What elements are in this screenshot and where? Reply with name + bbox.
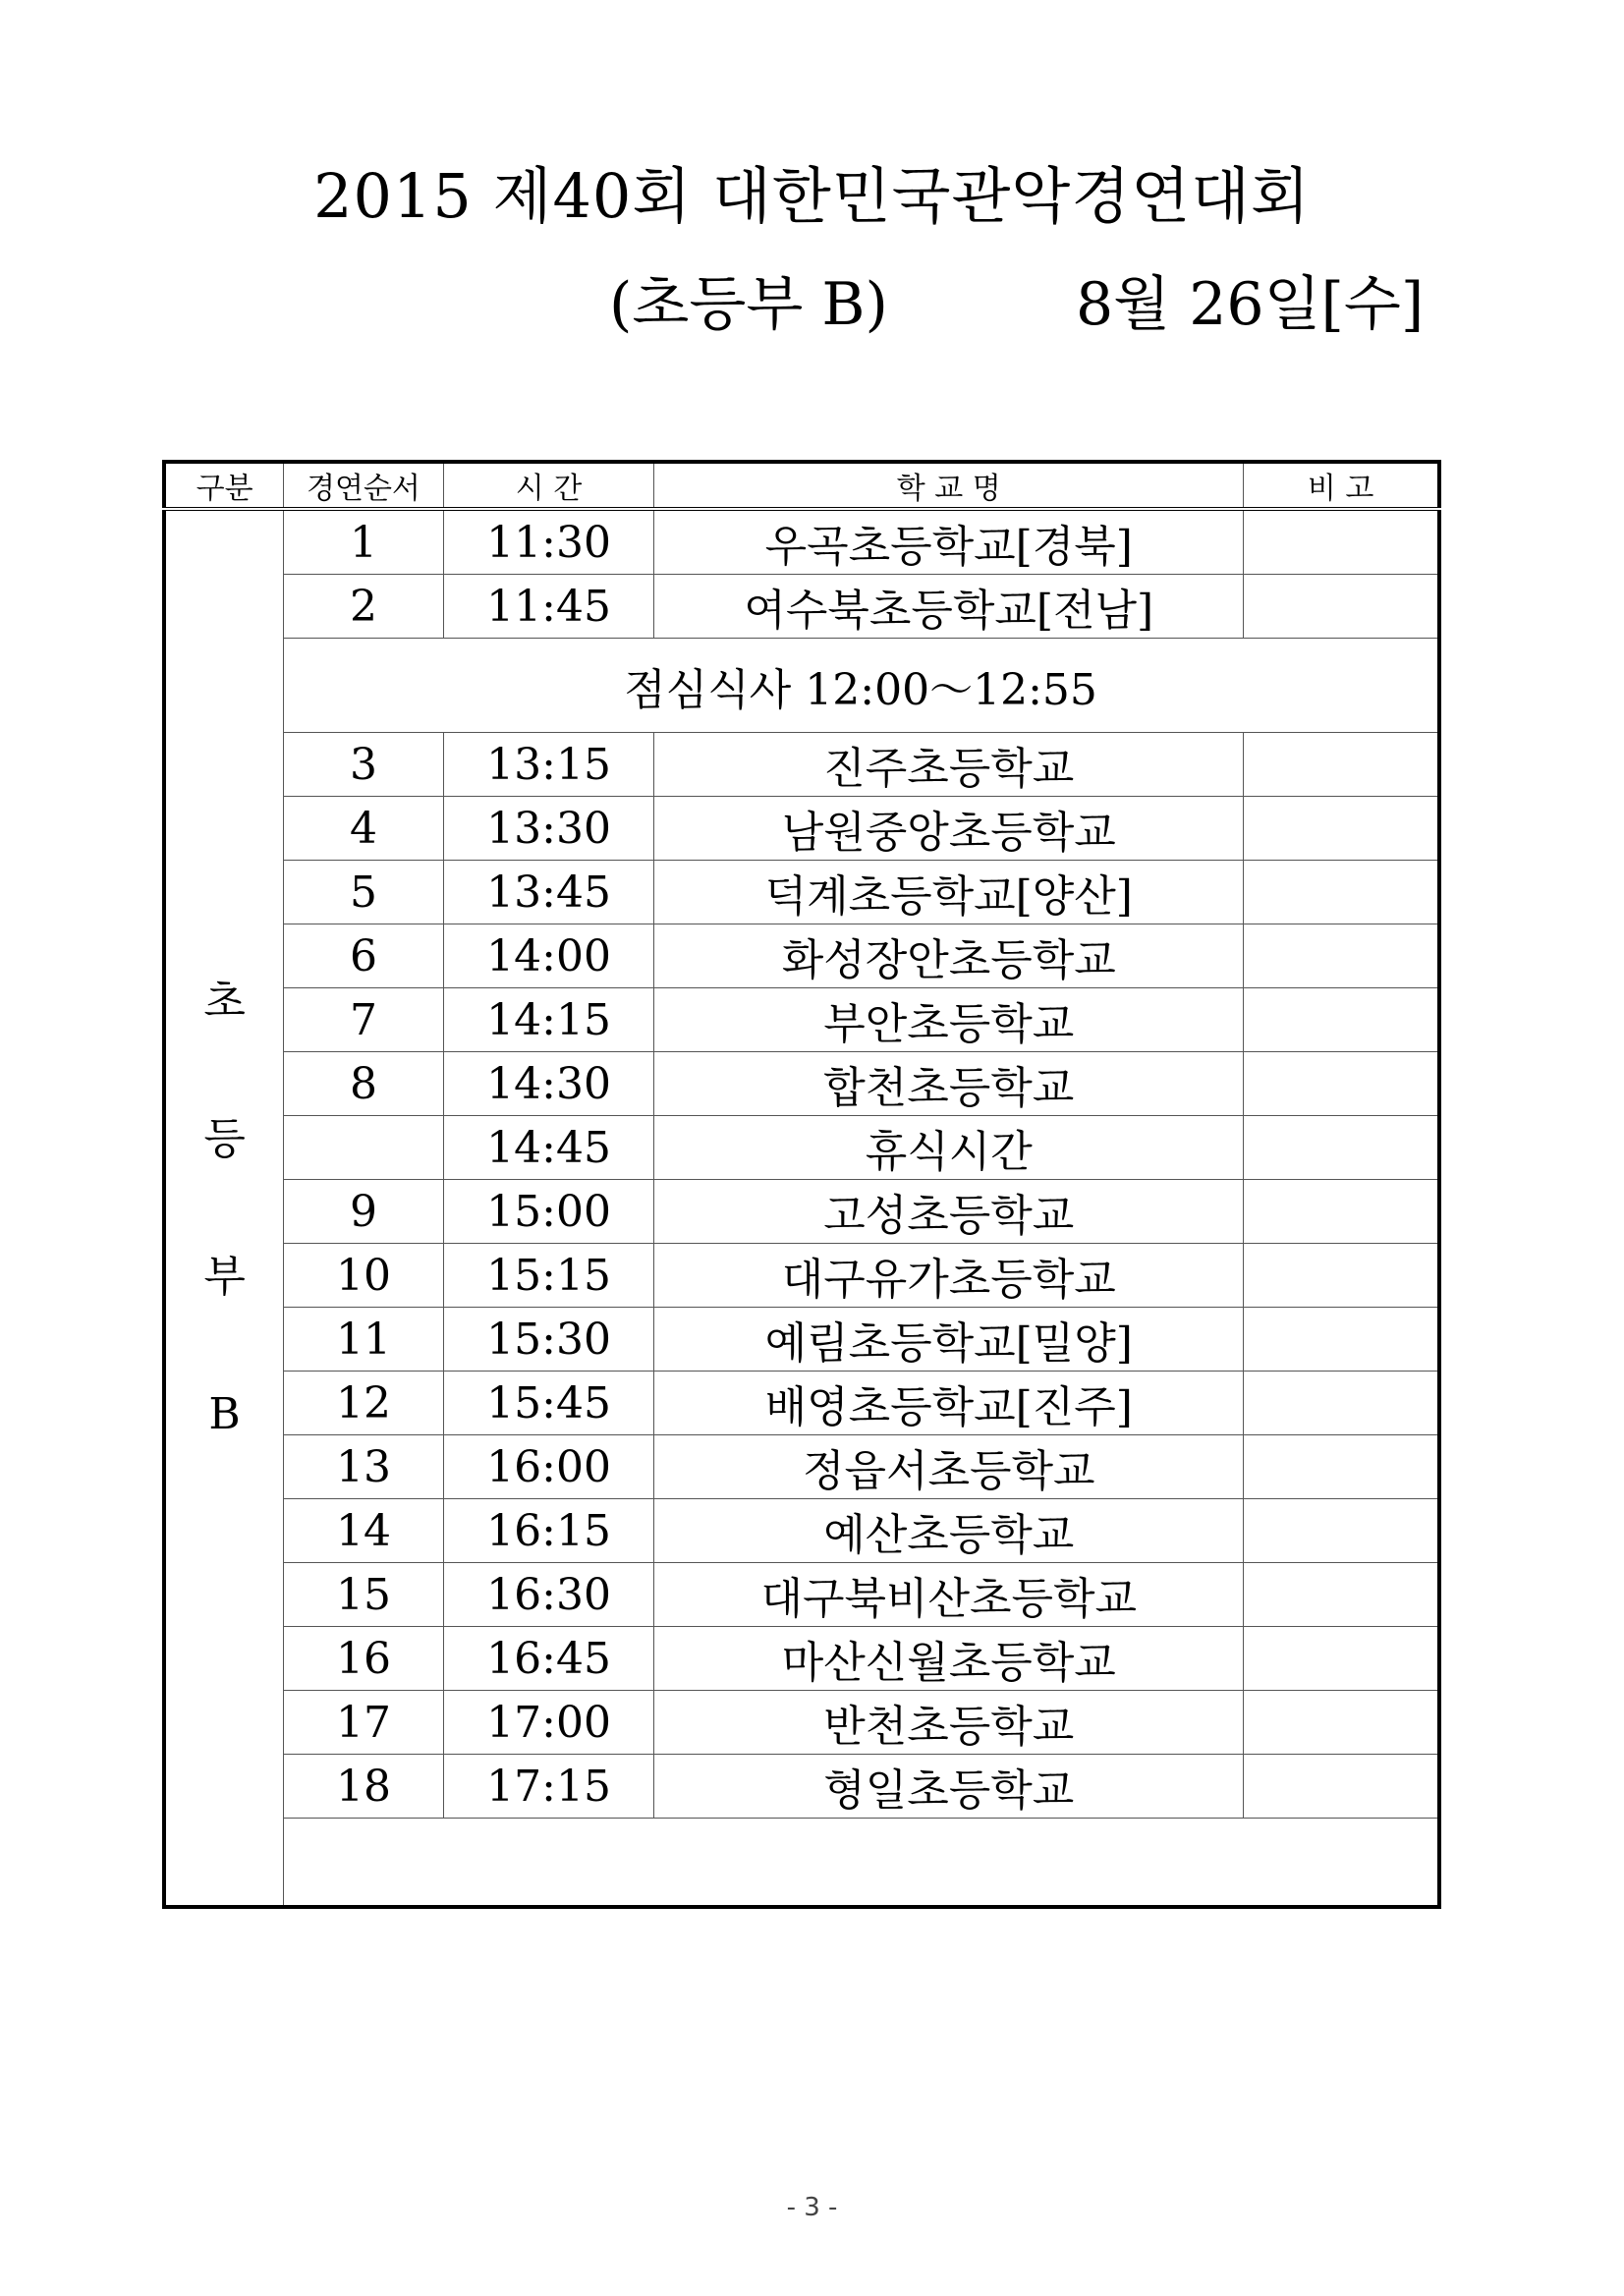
footer-empty-cell [284,1819,1439,1908]
note-cell [1244,1308,1439,1372]
table-row [164,575,1439,639]
order-cell: 4 [284,797,444,861]
table-row [164,733,1439,797]
order-cell: 12 [284,1372,444,1435]
table-row [164,988,1439,1052]
order-cell [284,1116,444,1180]
school-cell: 고성초등학교 [654,1180,1244,1244]
time-cell: 15:30 [443,1308,654,1372]
document-title: 2015 제40회 대한민국관악경연대회 [313,160,1311,232]
table-row [164,1116,1439,1180]
school-cell: 형일초등학교 [654,1755,1244,1819]
time-cell: 16:00 [443,1435,654,1499]
note-cell [1244,861,1439,924]
school-cell: 휴식시간 [654,1116,1244,1180]
header-order: 경연순서 [284,462,444,509]
schedule-table [162,460,1441,1909]
page-number: - 3 - [786,2193,838,2222]
time-cell: 16:30 [443,1563,654,1627]
header-row [164,462,1439,509]
order-cell: 11 [284,1308,444,1372]
table-row [164,1180,1439,1244]
order-cell: 18 [284,1755,444,1819]
time-cell: 11:30 [443,509,654,575]
group-label-char: 부 [203,1251,246,1302]
time-cell: 16:45 [443,1627,654,1691]
time-cell: 15:00 [443,1180,654,1244]
time-cell: 13:45 [443,861,654,924]
lunch-break-cell: 점심식사 12:00～12:55 [284,639,1439,733]
note-cell [1244,924,1439,988]
school-cell: 예산초등학교 [654,1499,1244,1563]
school-cell: 배영초등학교[진주] [654,1372,1244,1435]
group-label-char: 등 [203,1113,246,1164]
table-row [164,1563,1439,1627]
note-cell [1244,1755,1439,1819]
time-cell: 13:15 [443,733,654,797]
time-cell: 17:00 [443,1691,654,1755]
school-cell: 마산신월초등학교 [654,1627,1244,1691]
order-cell: 16 [284,1627,444,1691]
order-cell: 3 [284,733,444,797]
time-cell: 14:15 [443,988,654,1052]
time-cell: 15:45 [443,1372,654,1435]
note-cell [1244,1563,1439,1627]
note-cell [1244,1435,1439,1499]
note-cell [1244,1180,1439,1244]
table-row [164,861,1439,924]
school-cell: 반천초등학교 [654,1691,1244,1755]
note-cell [1244,1052,1439,1116]
order-cell: 2 [284,575,444,639]
footer-row [164,1819,1439,1908]
school-cell: 여수북초등학교[전남] [654,575,1244,639]
note-cell [1244,575,1439,639]
time-cell: 11:45 [443,575,654,639]
table-row [164,797,1439,861]
group-label-char: B [208,1388,241,1439]
header-group: 구분 [164,462,284,509]
note-cell [1244,1691,1439,1755]
note-cell [1244,1627,1439,1691]
school-cell: 정읍서초등학교 [654,1435,1244,1499]
table-row [164,1627,1439,1691]
order-cell: 7 [284,988,444,1052]
time-cell: 13:30 [443,797,654,861]
order-cell: 6 [284,924,444,988]
school-cell: 부안초등학교 [654,988,1244,1052]
table-row [164,1691,1439,1755]
time-cell: 14:00 [443,924,654,988]
header-school: 학 교 명 [654,462,1244,509]
table-row [164,1755,1439,1819]
group-label-char: 초 [203,976,246,1027]
order-cell: 13 [284,1435,444,1499]
time-cell: 15:15 [443,1244,654,1308]
table-row [164,1499,1439,1563]
division-label: (초등부 B) [609,270,888,339]
order-cell: 10 [284,1244,444,1308]
note-cell [1244,797,1439,861]
table-row [164,924,1439,988]
note-cell [1244,1244,1439,1308]
school-cell: 합천초등학교 [654,1052,1244,1116]
order-cell: 15 [284,1563,444,1627]
table-row [164,1308,1439,1372]
header-note: 비 고 [1244,462,1439,509]
order-cell: 14 [284,1499,444,1563]
lunch-row [164,639,1439,733]
school-cell: 대구유가초등학교 [654,1244,1244,1308]
note-cell [1244,1116,1439,1180]
school-cell: 덕계초등학교[양산] [654,861,1244,924]
time-cell: 16:15 [443,1499,654,1563]
group-label [164,509,284,1907]
note-cell [1244,988,1439,1052]
school-cell: 예림초등학교[밀양] [654,1308,1244,1372]
date-label: 8월 26일[수] [1076,270,1425,339]
order-cell: 9 [284,1180,444,1244]
school-cell: 진주초등학교 [654,733,1244,797]
table-row [164,1372,1439,1435]
order-cell: 17 [284,1691,444,1755]
note-cell [1244,733,1439,797]
school-cell: 남원중앙초등학교 [654,797,1244,861]
note-cell [1244,1499,1439,1563]
school-cell: 대구북비산초등학교 [654,1563,1244,1627]
time-cell: 14:45 [443,1116,654,1180]
table-row [164,1244,1439,1308]
note-cell [1244,509,1439,575]
order-cell: 1 [284,509,444,575]
note-cell [1244,1372,1439,1435]
order-cell: 5 [284,861,444,924]
school-cell: 우곡초등학교[경북] [654,509,1244,575]
table-row [164,1052,1439,1116]
school-cell: 화성장안초등학교 [654,924,1244,988]
table-row [164,1435,1439,1499]
order-cell: 8 [284,1052,444,1116]
time-cell: 17:15 [443,1755,654,1819]
table-row [164,509,1439,575]
time-cell: 14:30 [443,1052,654,1116]
header-time: 시 간 [443,462,654,509]
